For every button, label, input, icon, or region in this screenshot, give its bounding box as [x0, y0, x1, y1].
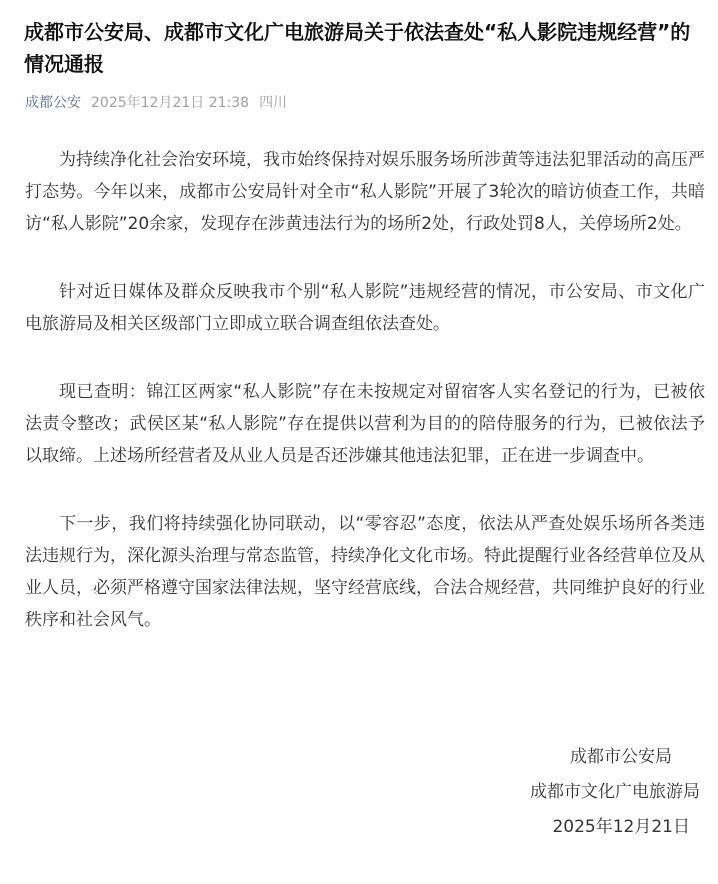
paragraph-1: 为持续净化社会治安环境，我市始终保持对娱乐服务场所涉黄等违法犯罪活动的高压严打态势。今年以来，成都市公安局针对全市“私人影院”开展了3轮次的暗访侦查工作，共暗访“私人影院”20余家，发现存在涉黄违法行为的场所2处，行政处罚8人，关停场所2处。 — [25, 150, 705, 234]
paragraph-3: 现已查明：锦江区两家“私人影院”存在未按规定对留宿客人实名登记的行为，已被依法责令整改；武侯区某“私人影院”存在提供以营利为目的的陪侍服务的行为，已被依法予以取缔。上述场所经营者及从业人员是否还涉嫌其他违法犯罪，正在进一步调查中。 — [25, 382, 705, 466]
signature-org-police: 成都市公安局 — [570, 747, 672, 767]
paragraph-4: 下一步，我们将持续强化协同联动，以“零容忍”态度，依法从严查处娱乐场所各类违法违规行为，深化源头治理与常态监管，持续净化文化市场。特此提醒行业各经营单位及从业人员，必须严格遵守国家法律法规，坚守经营底线，合法合规经营，共同维护良好的行业秩序和社会风气。 — [25, 514, 705, 630]
signature-block — [530, 740, 700, 845]
publish-datetime: 2025年12月21日 21:38 — [91, 95, 250, 111]
publish-location: 四川 — [259, 95, 288, 111]
signature-date: 2025年12月21日 — [552, 817, 690, 837]
paragraph-2: 针对近日媒体及群众反映我市个别“私人影院”违规经营的情况，市公安局、市文化广电旅游局及相关区级部门立即成立联合调查组依法查处。 — [25, 282, 705, 334]
signature-org-culture: 成都市文化广电旅游局 — [530, 782, 700, 802]
article-title: 成都市公安局、成都市文化广电旅游局关于依法查处“私人影院违规经营”的情况通报 — [24, 20, 691, 76]
account-name-link[interactable]: 成都公安 — [25, 95, 81, 111]
article-content — [25, 144, 705, 672]
article-meta — [25, 93, 287, 113]
